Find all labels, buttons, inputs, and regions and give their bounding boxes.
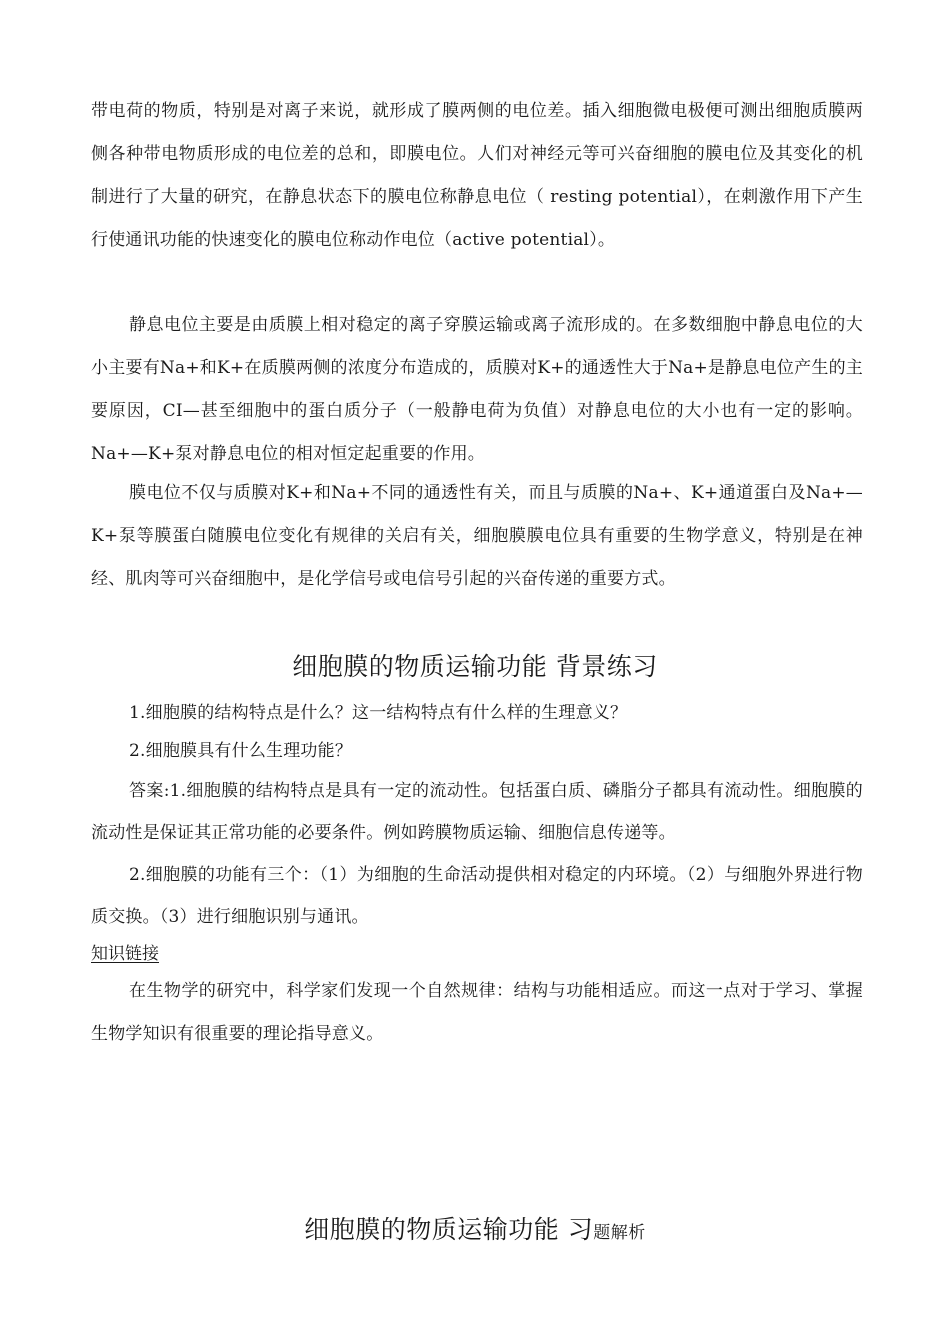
practice-section <box>91 694 863 938</box>
answer-2: 2.细胞膜的功能有三个：（1）为细胞的生命活动提供相对稳定的内环境。（2）与细胞外界进行物质交换。（3）进行细胞识别与通讯。 <box>91 865 863 927</box>
question-2: 2.细胞膜具有什么生理功能？ <box>129 741 353 761</box>
knowledge-paragraph: 在生物学的研究中，科学家们发现一个自然规律：结构与功能相适应。而这一点对于学习、掌握生物学知识有很重要的理论指导意义。 <box>91 981 863 1044</box>
analysis-title-main: 细胞膜的物质运输功能 习 <box>304 1215 594 1244</box>
question-1: 1.细胞膜的结构特点是什么？这一结构特点有什么样的生理意义？ <box>129 703 628 723</box>
answer-1: 答案:1.细胞膜的结构特点是具有一定的流动性。包括蛋白质、磷脂分子都具有流动性。细胞膜的流动性是保证其正常功能的必要条件。例如跨膜物质运输、细胞信息传递等。 <box>91 781 863 843</box>
analysis-title-small: 题解析 <box>593 1223 646 1243</box>
intro-paragraph-1: 带电荷的物质，特别是对离子来说，就形成了膜两侧的电位差。插入细胞微电极便可测出细胞质膜两侧各种带电物质形成的电位差的总和，即膜电位。人们对神经元等可兴奋细胞的膜电位及其变化的机制进行了大量的研究，在静息状态下的膜电位称静息电位（ resting potential），在刺激作用下产生行使通讯功能的快速变化的膜电位称动作电位（active potential）。 <box>91 101 863 250</box>
practice-title: 细胞膜的物质运输功能 背景练习 <box>292 652 658 681</box>
intro-paragraph-3: 膜电位不仅与质膜对K+和Na+不同的通透性有关，而且与质膜的Na+、K+通道蛋白及Na+—K+泵等膜蛋白随膜电位变化有规律的关启有关，细胞膜膜电位具有重要的生物学意义，特别是在神经、肌肉等可兴奋细胞中，是化学信号或电信号引起的兴奋传递的重要方式。 <box>91 483 863 589</box>
intro-paragraph-2: 静息电位主要是由质膜上相对稳定的离子穿膜运输或离子流形成的。在多数细胞中静息电位的大小主要有Na+和K+在质膜两侧的浓度分布造成的，质膜对K+的通透性大于Na+是静息电位产生的主要原因，CI—甚至细胞中的蛋白质分子（一般静电荷为负值）对静息电位的大小也有一定的影响。Na+—K+泵对静息电位的相对恒定起重要的作用。 <box>91 315 863 464</box>
analysis-title <box>0 1213 950 1250</box>
knowledge-link-label: 知识链接 <box>91 944 159 964</box>
